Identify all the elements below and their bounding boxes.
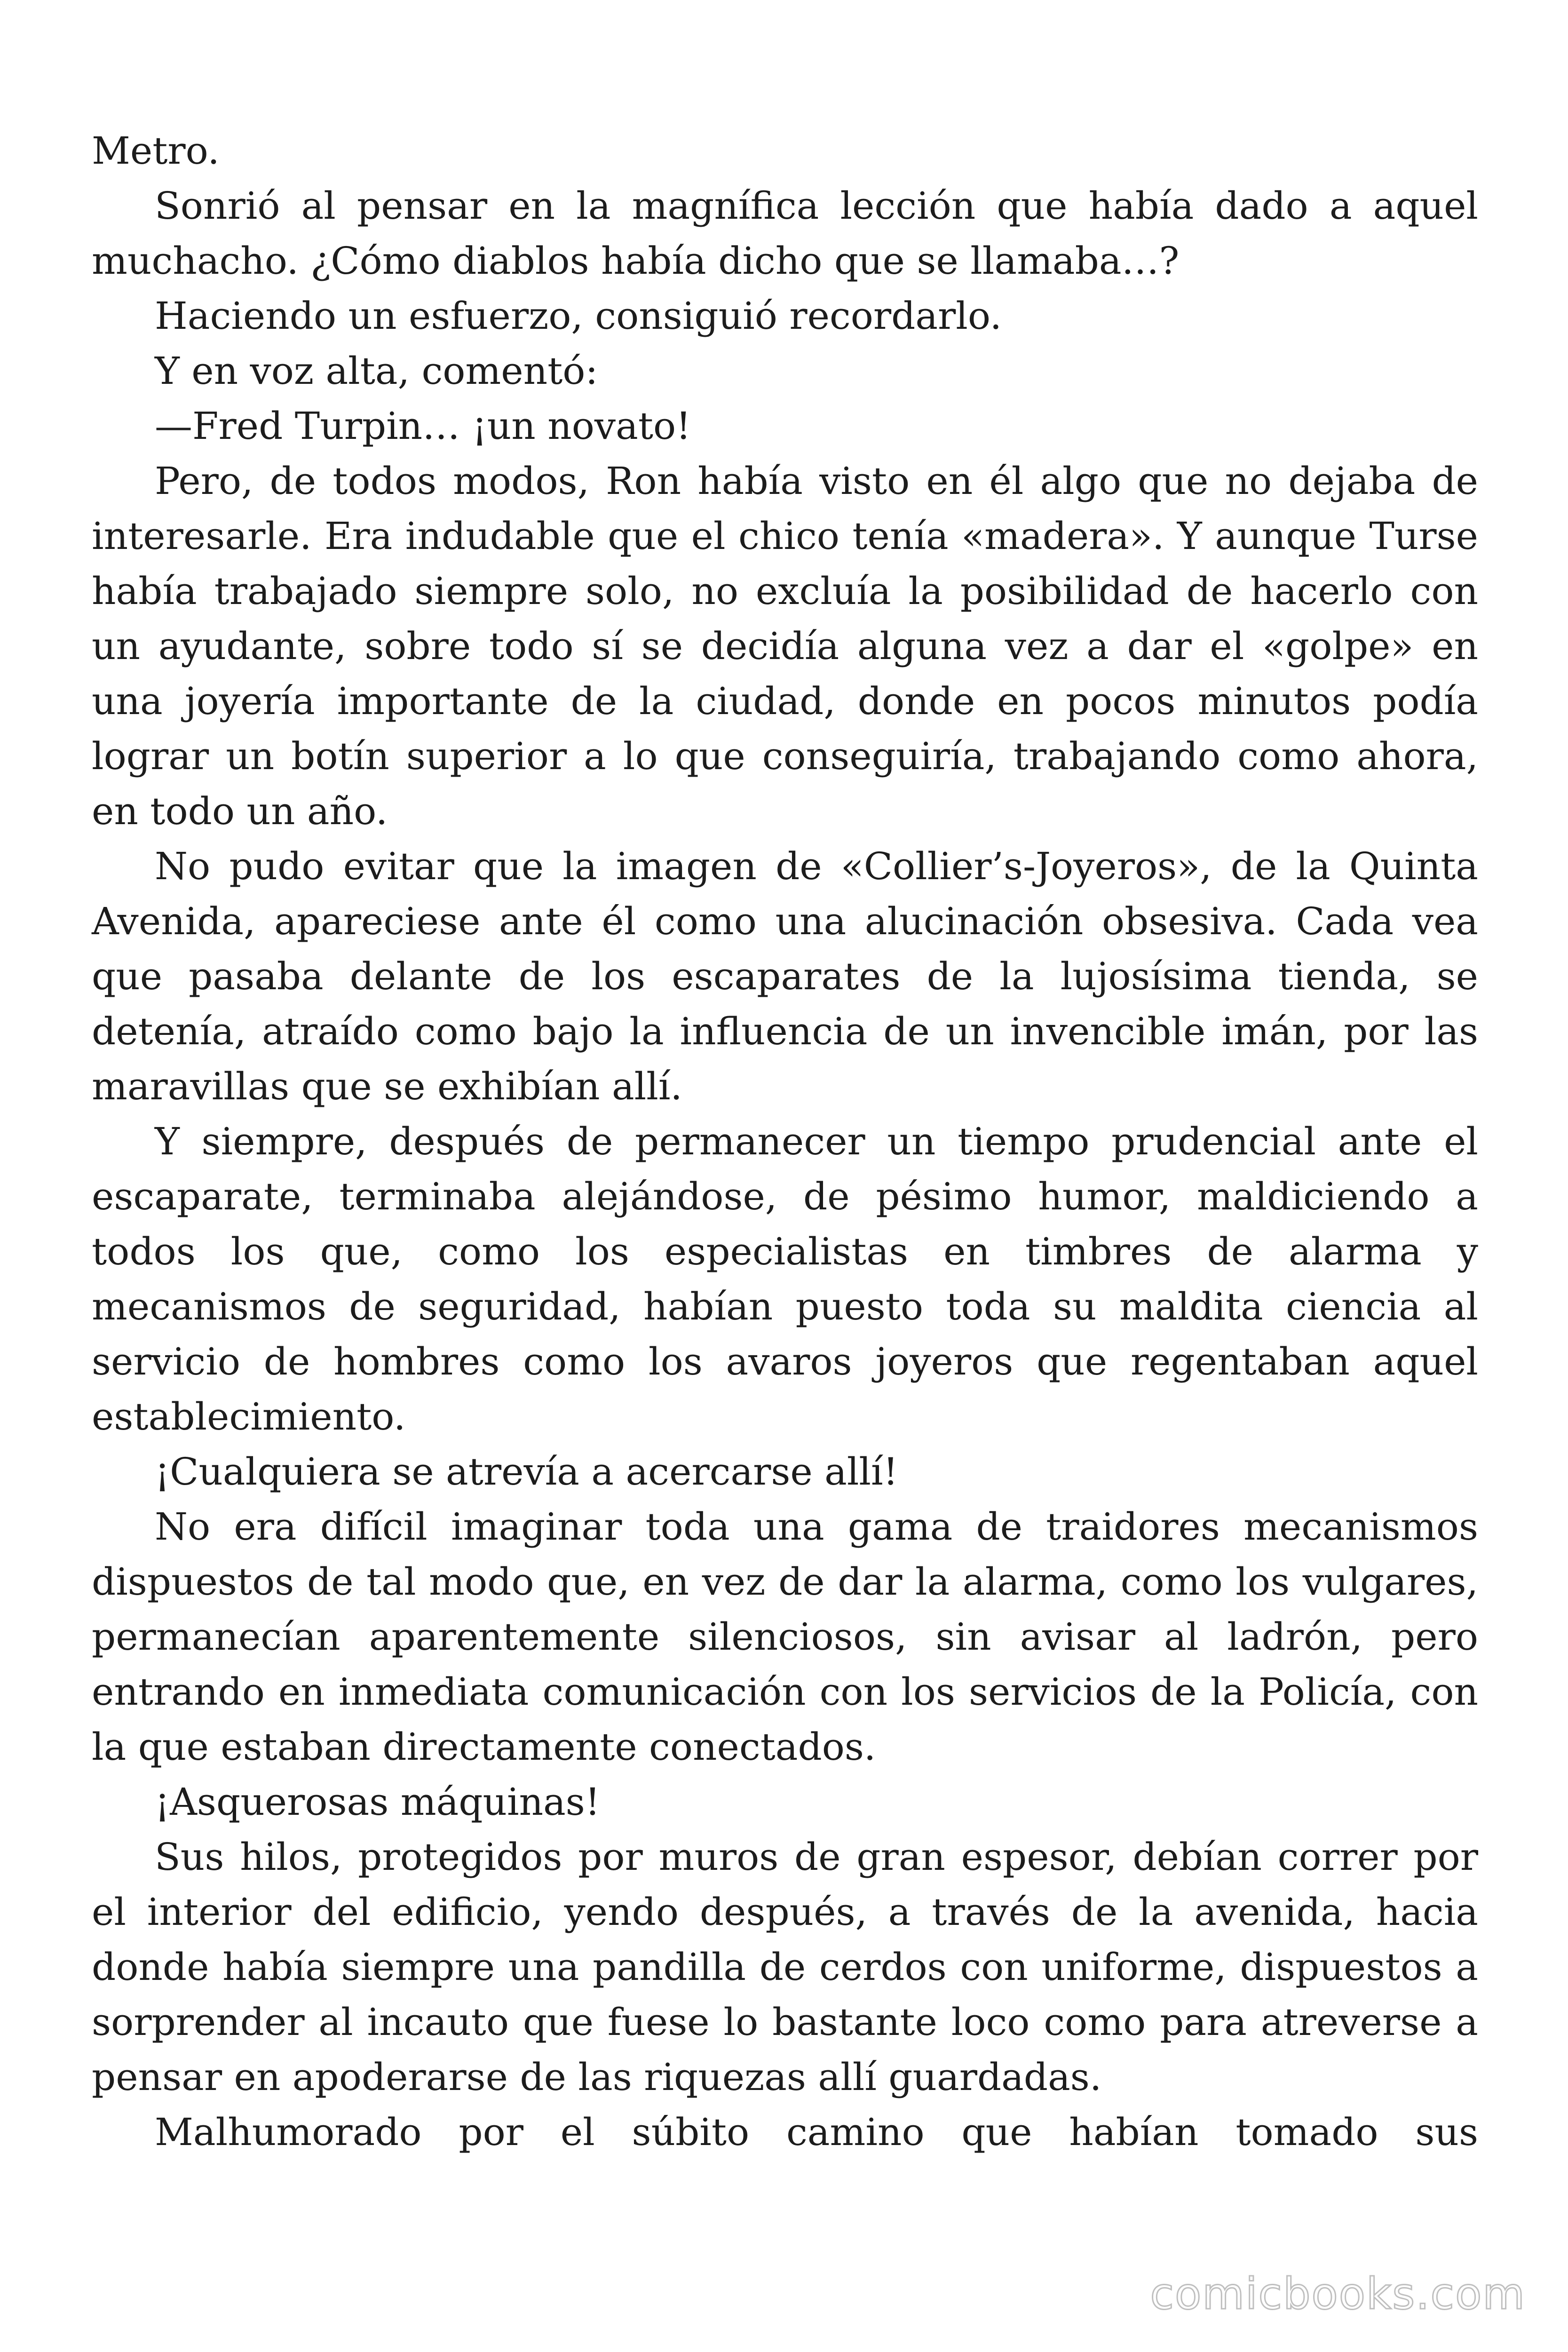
paragraph: No pudo evitar que la imagen de «Collier’s-Joyeros», de la Quinta Avenida, apareciese ante él como una alucinación obsesiva. Cada vea que pasaba delante de los escaparates de la lujosísima tienda, se detenía, atraído como bajo la influencia de un invencible imán, por las maravillas que se exhibían allí. (92, 844, 1478, 1108)
paragraph: Y en voz alta, comentó: (155, 349, 598, 393)
paragraph: Pero, de todos modos, Ron había visto en él algo que no dejaba de interesarle. Era indudable que el chico tenía «madera». Y aunque Turse había trabajado siempre solo, no excluía la posibilidad de hacerlo con un ayudante, sobre todo sí se decidía alguna vez a dar el «golpe» en una joyería importante de la ciudad, donde en pocos minutos podía lograr un botín superior a lo que conseguiría, trabajando como ahora, en todo un año. (92, 459, 1478, 833)
paragraph: Metro. (92, 129, 220, 173)
paragraph: Haciendo un esfuerzo, consiguió recordarlo. (155, 294, 1002, 338)
paragraph: No era difícil imaginar toda una gama de traidores mecanismos dispuestos de tal modo que, en vez de dar la alarma, como los vulgares, permanecían aparentemente silenciosos, sin avisar al ladrón, pero entrando en inmediata comunicación con los servicios de la Policía, con la que estaban directamente conectados. (92, 1505, 1478, 1769)
page-body (92, 123, 1478, 2160)
watermark: comicbooks.com (1150, 2269, 1526, 2319)
paragraph: ¡Asquerosas máquinas! (155, 1780, 600, 1824)
paragraph: —Fred Turpin… ¡un novato! (155, 404, 691, 448)
paragraph: ¡Cualquiera se atrevía a acercarse allí! (155, 1450, 898, 1494)
paragraph: Sonrió al pensar en la magnífica lección que había dado a aquel muchacho. ¿Cómo diablos había dicho que se llamaba…? (92, 184, 1478, 283)
paragraph: Malhumorado por el súbito camino que habían tomado sus (155, 2110, 1478, 2154)
paragraph: Sus hilos, protegidos por muros de gran espesor, debían correr por el interior del edificio, yendo después, a través de la avenida, hacia donde había siempre una pandilla de cerdos con uniforme, dispuestos a sorprender al incauto que fuese lo bastante loco como para atreverse a pensar en apoderarse de las riquezas allí guardadas. (92, 1835, 1478, 2099)
paragraph: Y siempre, después de permanecer un tiempo prudencial ante el escaparate, terminaba alejándose, de pésimo humor, maldiciendo a todos los que, como los especialistas en timbres de alarma y mecanismos de seguridad, habían puesto toda su maldita ciencia al servicio de hombres como los avaros joyeros que regentaban aquel establecimiento. (92, 1120, 1478, 1438)
